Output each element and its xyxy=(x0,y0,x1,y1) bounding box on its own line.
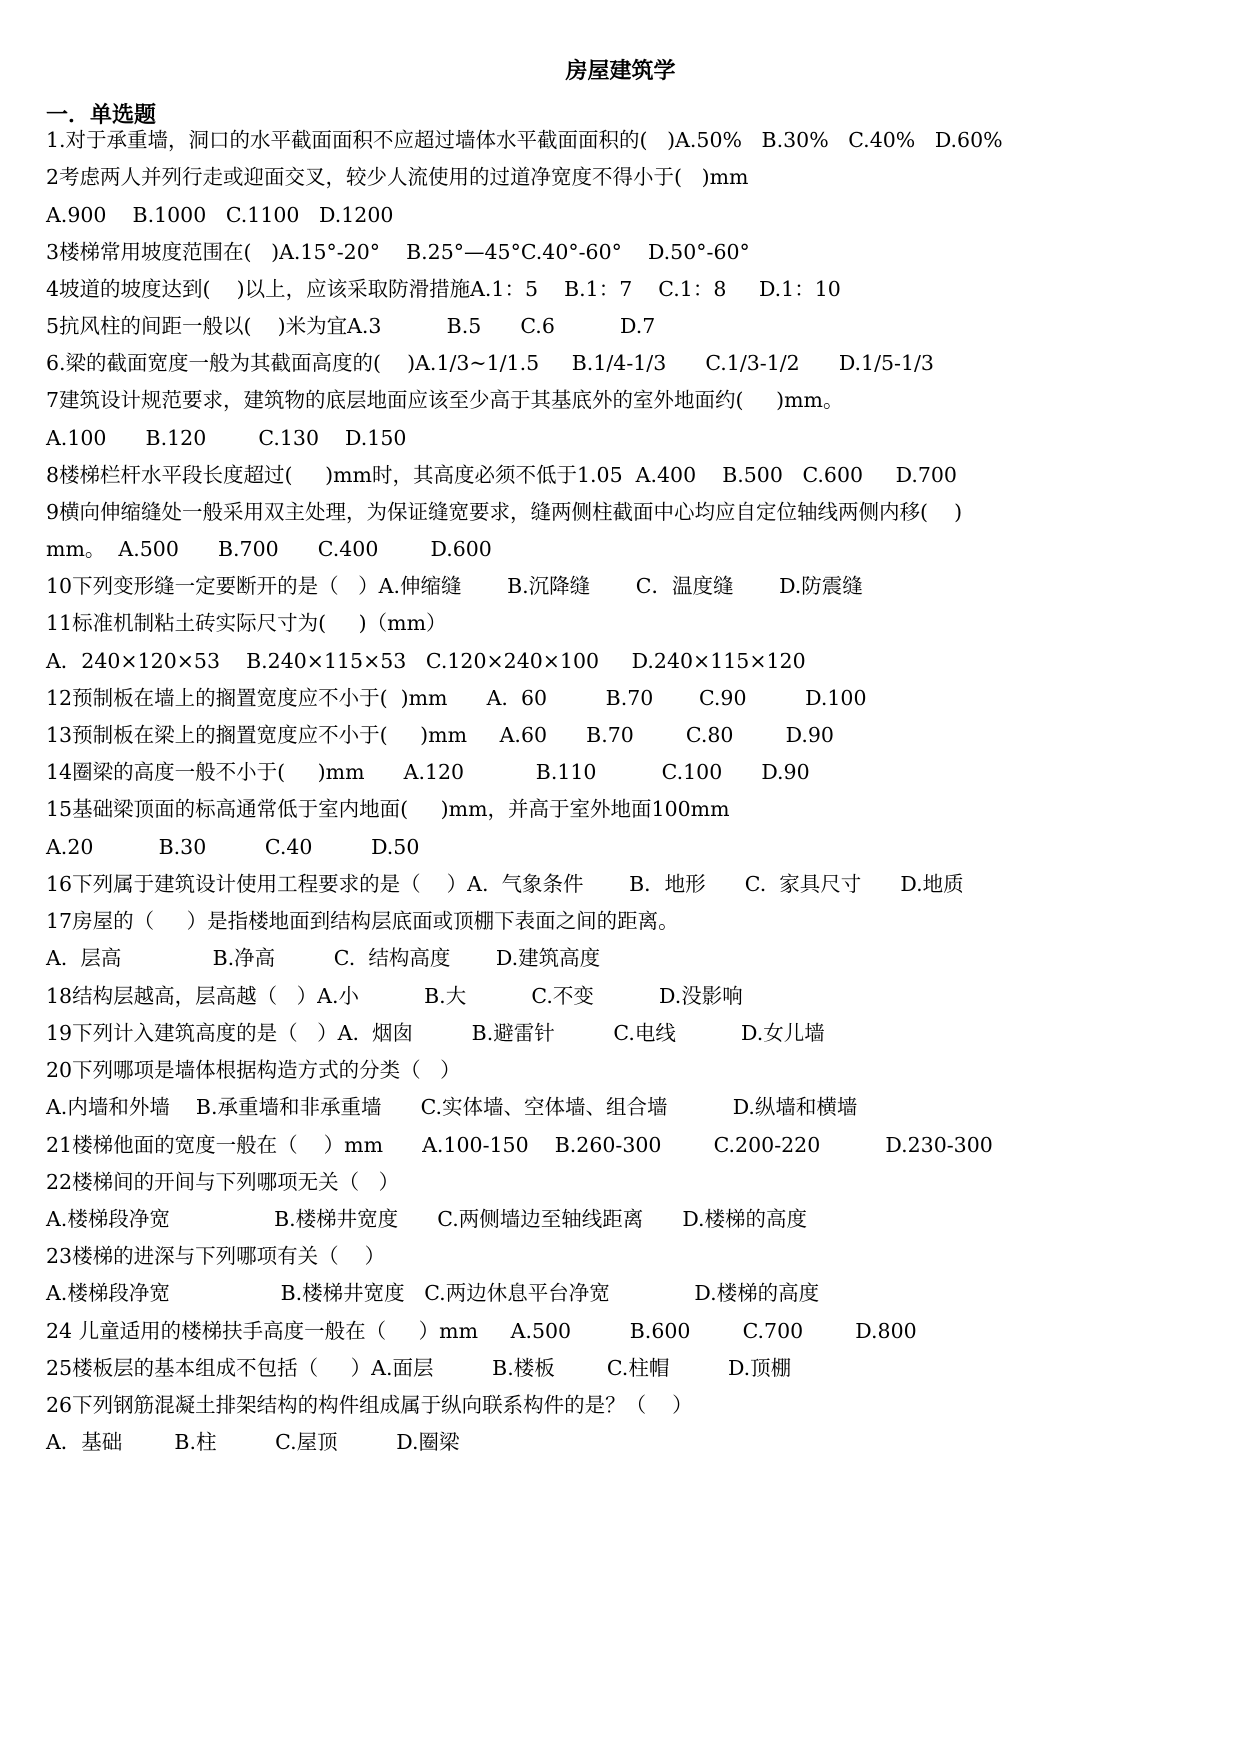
question-line: 23楼梯的进深与下列哪项有关（ ） xyxy=(46,1244,386,1268)
question-line: 18结构层越高，层高越（ ）A.小 B.大 C.不变 D.没影响 xyxy=(46,984,743,1008)
question-line: 8楼梯栏杆水平段长度超过( )mm时，其高度必须不低于1.05 A.400 B.500 C.600 D.700 xyxy=(46,463,957,487)
options-line: A.内墙和外墙 B.承重墙和非承重墙 C.实体墙、空体墙、组合墙 D.纵墙和横墙 xyxy=(46,1095,858,1119)
options-line: A.100 B.120 C.130 D.150 xyxy=(46,426,407,450)
options-line: A.900 B.1000 C.1100 D.1200 xyxy=(46,203,394,227)
question-line: 16下列属于建筑设计使用工程要求的是（ ）A. 气象条件 B．地形 C. 家具尺寸 D.地质 xyxy=(46,872,964,896)
options-line: mm。 A.500 B.700 C.400 D.600 xyxy=(46,537,492,561)
question-line: 25楼板层的基本组成不包括（ ）A.面层 B.楼板 C.柱帽 D.顶棚 xyxy=(46,1356,792,1380)
question-line: 1.对于承重墙，洞口的水平截面面积不应超过墙体水平截面面积的( )A.50% B.30% C.40% D.60% xyxy=(46,128,1003,152)
section-heading: 一．单选题 xyxy=(46,102,157,128)
page-title: 房屋建筑学 xyxy=(565,58,676,84)
options-line: A.楼梯段净宽 B.楼梯井宽度 C.两侧墙边至轴线距离 D.楼梯的高度 xyxy=(46,1207,808,1231)
question-line: 7建筑设计规范要求，建筑物的底层地面应该至少高于其基底外的室外地面约( )mm。 xyxy=(46,388,844,412)
options-line: A．240×120×53 B.240×115×53 C.120×240×100 D.240×115×120 xyxy=(46,649,806,673)
question-line: 17房屋的（ ）是指楼地面到结构层底面或顶棚下表面之间的距离。 xyxy=(46,909,679,933)
question-line: 3楼梯常用坡度范围在( )A.15°-20° B.25°—45°C.40°-60° D.50°-60° xyxy=(46,240,750,264)
question-line: 15基础梁顶面的标高通常低于室内地面( )mm，并高于室外地面100mm xyxy=(46,797,730,821)
question-line: 12预制板在墙上的搁置宽度应不小于( )mm A. 60 B.70 C.90 D.100 xyxy=(46,686,867,710)
question-line: 6.梁的截面宽度一般为其截面高度的( )A.1/3~1/1.5 B.1/4-1/3 C.1/3-1/2 D.1/5-1/3 xyxy=(46,351,934,375)
question-line: 26下列钢筋混凝土排架结构的构件组成属于纵向联系构件的是？（ ） xyxy=(46,1393,693,1417)
question-line: 19下列计入建筑高度的是（ ）A. 烟囱 B.避雷针 C.电线 D.女儿墙 xyxy=(46,1021,825,1045)
question-line: 14圈梁的高度一般不小于( )mm A.120 B.110 C.100 D.90 xyxy=(46,760,810,784)
options-line: A. 层高 B.净高 C. 结构高度 D.建筑高度 xyxy=(46,946,601,970)
question-line: 13预制板在梁上的搁置宽度应不小于( )mm A.60 B.70 C.80 D.90 xyxy=(46,723,834,747)
question-line: 2考虑两人并列行走或迎面交叉，较少人流使用的过道净宽度不得小于( )mm xyxy=(46,165,749,189)
question-line: 24 儿童适用的楼梯扶手高度一般在（ ）mm A.500 B.600 C.700 D.800 xyxy=(46,1319,917,1343)
question-line: 9横向伸缩缝处一般采用双主处理，为保证缝宽要求，缝两侧柱截面中心均应自定位轴线两侧内移( ) xyxy=(46,500,963,524)
options-line: A.楼梯段净宽 B.楼梯井宽度 C.两边休息平台净宽 D.楼梯的高度 xyxy=(46,1281,820,1305)
question-line: 5抗风柱的间距一般以( )米为宜A.3 B.5 C.6 D.7 xyxy=(46,314,656,338)
options-line: A．基础 B.柱 C.屋顶 D.圈梁 xyxy=(46,1430,460,1454)
options-line: A.20 B.30 C.40 D.50 xyxy=(46,835,420,859)
question-line: 4坡道的坡度达到( )以上，应该采取防滑措施A.1：5 B.1：7 C.1：8 D.1：10 xyxy=(46,277,841,301)
question-line: 22楼梯间的开间与下列哪项无关（ ） xyxy=(46,1170,400,1194)
question-line: 21楼梯他面的宽度一般在（ ）mm A.100-150 B.260-300 C.200-220 D.230-300 xyxy=(46,1133,993,1157)
question-line: 20下列哪项是墙体根据构造方式的分类（ ） xyxy=(46,1058,461,1082)
question-line: 11标准机制粘土砖实际尺寸为( )（mm） xyxy=(46,611,447,635)
question-line: 10下列变形缝一定要断开的是（ ）A.伸缩缝 B.沉降缝 C．温度缝 D.防震缝 xyxy=(46,574,863,598)
